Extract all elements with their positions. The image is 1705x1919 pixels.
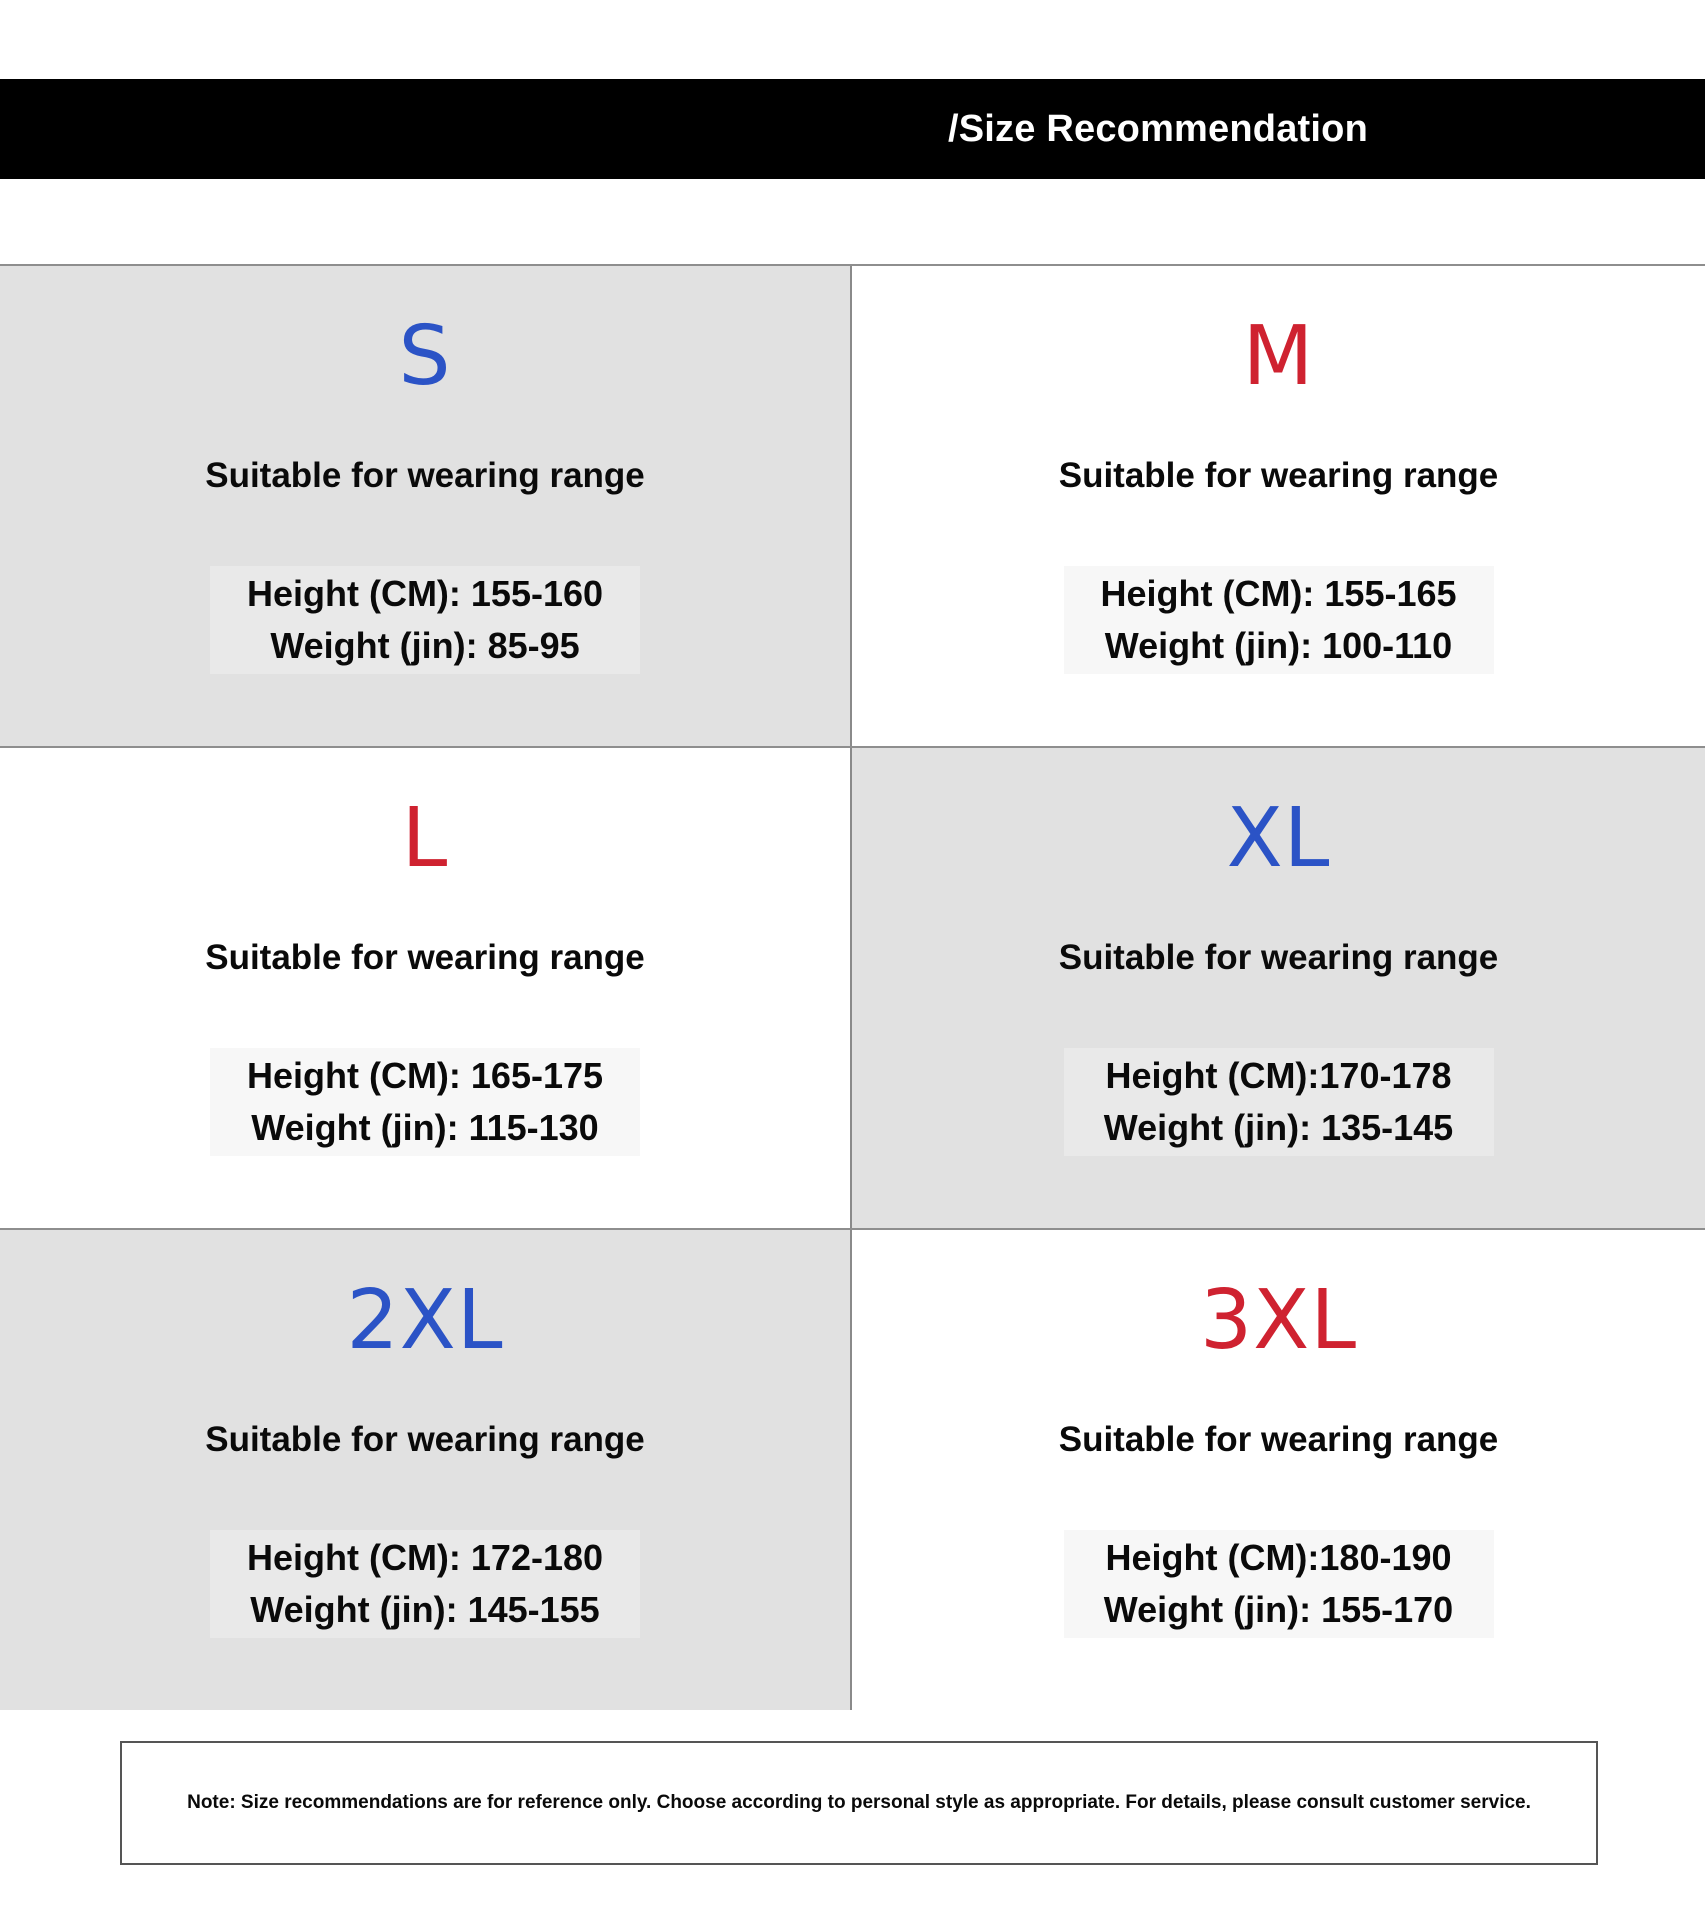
size-card-s	[0, 266, 852, 746]
height-range: Height (CM): 172-180	[246, 1537, 604, 1578]
weight-range: Weight (jin): 155-170	[1103, 1589, 1454, 1630]
size-label: XL	[1226, 791, 1331, 886]
range-label: Suitable for wearing range	[1058, 1420, 1499, 1459]
height-range: Height (CM): 165-175	[246, 1055, 604, 1096]
size-label: M	[1242, 309, 1315, 404]
metrics-box	[1064, 566, 1494, 674]
range-label: Suitable for wearing range	[1058, 456, 1499, 495]
note-text: Note: Size recommendations are for reference only. Choose according to personal style as appropriate. For details, please consult customer service.	[187, 1792, 1531, 1813]
weight-range: Weight (jin): 145-155	[250, 1589, 600, 1630]
height-range: Height (CM):180-190	[1105, 1537, 1452, 1578]
height-range: Height (CM): 155-165	[1100, 573, 1457, 614]
size-label: S	[398, 309, 452, 404]
range-label: Suitable for wearing range	[1058, 938, 1499, 977]
size-label: L	[401, 791, 449, 886]
page-title: /Size Recommendation	[948, 108, 1368, 150]
metrics-box	[1064, 1530, 1494, 1638]
range-label: Suitable for wearing range	[205, 456, 645, 495]
size-label: 3XL	[1199, 1273, 1358, 1368]
size-card-l	[0, 748, 852, 1228]
weight-range: Weight (jin): 115-130	[251, 1107, 599, 1148]
range-label: Suitable for wearing range	[205, 938, 645, 977]
range-label: Suitable for wearing range	[205, 1420, 645, 1459]
size-card-xl	[852, 748, 1705, 1228]
weight-range: Weight (jin): 135-145	[1103, 1107, 1454, 1148]
weight-range: Weight (jin): 100-110	[1104, 625, 1453, 666]
height-range: Height (CM): 155-160	[246, 573, 604, 614]
note-box	[120, 1741, 1598, 1865]
height-range: Height (CM):170-178	[1105, 1055, 1452, 1096]
metrics-box	[210, 1048, 640, 1156]
metrics-box	[1064, 1048, 1494, 1156]
size-card-m	[852, 266, 1705, 746]
header-bar	[0, 79, 1705, 179]
size-label: 2XL	[346, 1273, 504, 1368]
metrics-box	[210, 1530, 640, 1638]
size-card-3xl	[852, 1230, 1705, 1710]
size-grid	[0, 264, 1705, 1708]
weight-range: Weight (jin): 85-95	[270, 625, 580, 666]
size-card-2xl	[0, 1230, 852, 1710]
metrics-box	[210, 566, 640, 674]
